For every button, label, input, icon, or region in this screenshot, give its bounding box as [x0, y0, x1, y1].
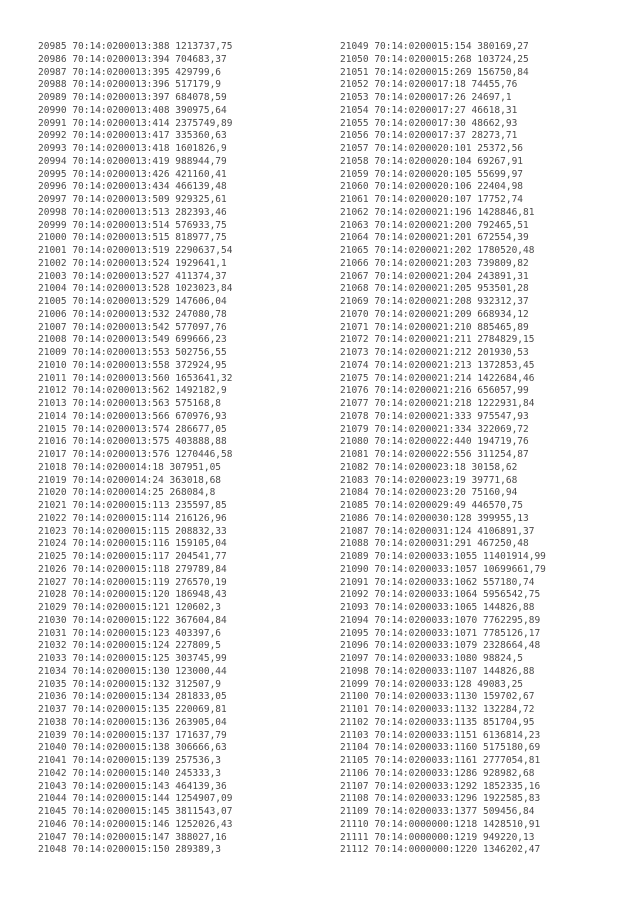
left-column	[38, 41, 232, 857]
list-item: 21047 70:14:0200015:147 388027,16	[38, 831, 227, 843]
list-item: 21022 70:14:0200015:114 216126,96	[38, 512, 227, 524]
list-item: 21090 70:14:0200033:1057 10699661,79	[340, 563, 546, 575]
list-item: 21057 70:14:0200020:101 25372,56	[340, 143, 524, 154]
list-item: 21060 70:14:0200020:106 22404,98	[340, 181, 524, 193]
list-item: 21029 70:14:0200015:121 120602,3	[38, 602, 222, 613]
list-item: 21012 70:14:0200013:562 1492182,9	[38, 385, 227, 397]
list-item: 21001 70:14:0200013:519 2290637,54	[38, 245, 233, 256]
list-item: 21061 70:14:0200020:107 17752,74	[340, 194, 524, 205]
list-item: 21026 70:14:0200015:118 279789,84	[38, 563, 227, 575]
list-item: 21035 70:14:0200015:132 312507,9	[38, 678, 222, 690]
list-item: 21105 70:14:0200033:1161 2777054,81	[340, 755, 541, 766]
list-item: 21074 70:14:0200021:213 1372853,45	[340, 359, 535, 371]
list-item: 21006 70:14:0200013:532 247080,78	[38, 308, 227, 320]
list-item: 21038 70:14:0200015:136 263905,04	[38, 716, 227, 728]
list-item: 21065 70:14:0200021:202 1780520,48	[340, 245, 535, 256]
list-item: 21059 70:14:0200020:105 55699,97	[340, 168, 524, 180]
list-item: 21071 70:14:0200021:210 885465,89	[340, 321, 529, 333]
list-item: 21084 70:14:0200023:20 75160,94	[340, 487, 518, 499]
list-item: 21019 70:14:0200014:24 363018,68	[38, 474, 222, 486]
list-item: 21050 70:14:0200015:268 103724,25	[340, 53, 529, 65]
list-item: 21051 70:14:0200015:269 156750,84	[340, 66, 529, 78]
list-item: 21011 70:14:0200013:560 1653641,32	[38, 372, 233, 384]
list-item: 21003 70:14:0200013:527 411374,37	[38, 270, 227, 282]
list-item: 21081 70:14:0200022:556 311254,87	[340, 449, 529, 460]
list-item: 21062 70:14:0200021:196 1428846,81	[340, 206, 535, 218]
list-item: 21037 70:14:0200015:135 220069,81	[38, 704, 227, 715]
list-item: 21079 70:14:0200021:334 322069,72	[340, 423, 529, 435]
list-item: 21046 70:14:0200015:146 1252026,43	[38, 818, 233, 830]
list-item: 20986 70:14:0200013:394 704683,37	[38, 53, 227, 65]
list-item: 21027 70:14:0200015:119 276570,19	[38, 576, 227, 588]
list-item: 21095 70:14:0200033:1071 7785126,17	[340, 627, 541, 639]
list-item: 21016 70:14:0200013:575 403888,88	[38, 436, 227, 448]
list-item: 21070 70:14:0200021:209 668934,12	[340, 308, 529, 320]
list-item: 21032 70:14:0200015:124 227809,5	[38, 640, 222, 652]
list-item: 21054 70:14:0200017:27 46618,31	[340, 104, 518, 116]
list-item: 21100 70:14:0200033:1130 159702,67	[340, 691, 535, 703]
list-item: 20997 70:14:0200013:509 929325,61	[38, 194, 227, 205]
list-item: 21015 70:14:0200013:574 286677,05	[38, 423, 227, 435]
list-item: 21025 70:14:0200015:117 204541,77	[38, 551, 227, 562]
list-item: 21094 70:14:0200033:1070 7762295,89	[340, 614, 541, 626]
list-item: 21080 70:14:0200022:440 194719,76	[340, 436, 529, 448]
list-item: 21067 70:14:0200021:204 243891,31	[340, 270, 529, 282]
list-item: 20988 70:14:0200013:396 517179,9	[38, 79, 222, 91]
list-item: 20995 70:14:0200013:426 421160,41	[38, 168, 227, 180]
list-item: 21103 70:14:0200033:1151 6136814,23	[340, 729, 541, 741]
list-item: 21021 70:14:0200015:113 235597,85	[38, 500, 227, 511]
list-item: 20989 70:14:0200013:397 684078,59	[38, 92, 227, 103]
list-item: 21024 70:14:0200015:116 159105,04	[38, 538, 227, 550]
list-item: 21063 70:14:0200021:200 792465,51	[340, 219, 529, 231]
list-item: 21004 70:14:0200013:528 1023023,84	[38, 283, 233, 295]
list-item: 21093 70:14:0200033:1065 144826,88	[340, 602, 535, 613]
list-item: 21018 70:14:0200014:18 307951,05	[38, 461, 222, 473]
list-item: 21014 70:14:0200013:566 670976,93	[38, 410, 227, 422]
list-item: 21092 70:14:0200033:1064 5956542,75	[340, 589, 541, 601]
list-item: 21111 70:14:0000000:1219 949220,13	[340, 831, 535, 843]
list-item: 21078 70:14:0200021:333 975547,93	[340, 410, 529, 422]
list-item: 20987 70:14:0200013:395 429799,6	[38, 66, 222, 78]
list-item: 21034 70:14:0200015:130 123000,44	[38, 665, 227, 677]
list-item: 21000 70:14:0200013:515 818977,75	[38, 232, 227, 244]
list-item: 21085 70:14:0200029:49 446570,75	[340, 500, 524, 511]
list-item: 20999 70:14:0200013:514 576933,75	[38, 219, 227, 231]
list-item: 21109 70:14:0200033:1377 509456,84	[340, 806, 535, 817]
list-item: 21073 70:14:0200021:212 201930,53	[340, 347, 529, 358]
list-item: 20994 70:14:0200013:419 988944,79	[38, 155, 227, 167]
list-item: 21010 70:14:0200013:558 372924,95	[38, 359, 227, 371]
list-item: 21052 70:14:0200017:18 74455,76	[340, 79, 518, 91]
list-item: 21053 70:14:0200017:26 24697,1	[340, 92, 512, 103]
list-item: 21102 70:14:0200033:1135 851704,95	[340, 716, 535, 728]
list-item: 21005 70:14:0200013:529 147606,04	[38, 296, 227, 307]
list-item: 21110 70:14:0000000:1218 1428510,91	[340, 818, 541, 830]
list-item: 21028 70:14:0200015:120 186948,43	[38, 589, 227, 601]
list-item: 20998 70:14:0200013:513 282393,46	[38, 206, 227, 218]
list-item: 21009 70:14:0200013:553 502756,55	[38, 347, 227, 358]
list-item: 20985 70:14:0200013:388 1213737,75	[38, 41, 233, 52]
list-item: 21048 70:14:0200015:150 289389,3	[38, 844, 222, 856]
list-item: 21098 70:14:0200033:1107 144826,88	[340, 665, 535, 677]
list-item: 21042 70:14:0200015:140 245333,3	[38, 767, 222, 779]
list-item: 20993 70:14:0200013:418 1601826,9	[38, 143, 227, 154]
list-item: 21056 70:14:0200017:37 28273,71	[340, 130, 518, 142]
list-item: 21072 70:14:0200021:211 2784829,15	[340, 334, 535, 346]
list-item: 21049 70:14:0200015:154 380169,27	[340, 41, 529, 52]
list-item: 21088 70:14:0200031:291 467250,48	[340, 538, 529, 550]
list-item: 21040 70:14:0200015:138 306666,63	[38, 742, 227, 754]
list-item: 21077 70:14:0200021:218 1222931,84	[340, 398, 535, 409]
list-item: 21058 70:14:0200020:104 69267,91	[340, 155, 524, 167]
right-column	[340, 41, 546, 857]
list-item: 21008 70:14:0200013:549 699666,23	[38, 334, 227, 346]
list-item: 21020 70:14:0200014:25 268084,8	[38, 487, 216, 499]
list-item: 21068 70:14:0200021:205 953501,28	[340, 283, 529, 295]
list-item: 21031 70:14:0200015:123 403397,6	[38, 627, 222, 639]
list-item: 21107 70:14:0200033:1292 1852335,16	[340, 780, 541, 792]
list-item: 20992 70:14:0200013:417 335360,63	[38, 130, 227, 142]
list-item: 21044 70:14:0200015:144 1254907,09	[38, 793, 233, 805]
list-item: 21033 70:14:0200015:125 303745,99	[38, 653, 227, 664]
list-item: 21101 70:14:0200033:1132 132284,72	[340, 704, 535, 715]
list-item: 21089 70:14:0200033:1055 11401914,99	[340, 551, 546, 562]
list-item: 21082 70:14:0200023:18 30158,62	[340, 461, 518, 473]
list-item: 21043 70:14:0200015:143 464139,36	[38, 780, 227, 792]
list-item: 20996 70:14:0200013:434 466139,48	[38, 181, 227, 193]
list-item: 21007 70:14:0200013:542 577097,76	[38, 321, 227, 333]
list-item: 21045 70:14:0200015:145 3811543,07	[38, 806, 233, 817]
list-item: 21104 70:14:0200033:1160 5175180,69	[340, 742, 541, 754]
list-item: 21076 70:14:0200021:216 656057,99	[340, 385, 529, 397]
list-item: 21036 70:14:0200015:134 281833,05	[38, 691, 227, 703]
list-item: 21083 70:14:0200023:19 39771,68	[340, 474, 518, 486]
list-item: 21023 70:14:0200015:115 208832,33	[38, 525, 227, 537]
list-item: 21087 70:14:0200031:124 4106891,37	[340, 525, 535, 537]
list-item: 21002 70:14:0200013:524 1929641,1	[38, 257, 227, 269]
list-item: 21030 70:14:0200015:122 367604,84	[38, 614, 227, 626]
list-item: 21091 70:14:0200033:1062 557180,74	[340, 576, 535, 588]
list-item: 21066 70:14:0200021:203 739809,82	[340, 257, 529, 269]
list-item: 21013 70:14:0200013:563 575168,8	[38, 398, 222, 409]
list-item: 21099 70:14:0200033:128 49083,25	[340, 678, 524, 690]
list-item: 21055 70:14:0200017:30 48662,93	[340, 117, 518, 129]
list-item: 21064 70:14:0200021:201 672554,39	[340, 232, 529, 244]
list-item: 21069 70:14:0200021:208 932312,37	[340, 296, 529, 307]
list-item: 21086 70:14:0200030:128 399955,13	[340, 512, 529, 524]
list-item: 21097 70:14:0200033:1080 98824,5	[340, 653, 524, 664]
list-item: 21096 70:14:0200033:1079 2328664,48	[340, 640, 541, 652]
list-item: 21039 70:14:0200015:137 171637,79	[38, 729, 227, 741]
list-item: 20990 70:14:0200013:408 390975,64	[38, 104, 227, 116]
list-item: 21106 70:14:0200033:1286 928982,68	[340, 767, 535, 779]
list-item: 20991 70:14:0200013:414 2375749,89	[38, 117, 233, 129]
list-item: 21112 70:14:0000000:1220 1346202,47	[340, 844, 541, 856]
list-item: 21041 70:14:0200015:139 257536,3	[38, 755, 222, 766]
list-item: 21108 70:14:0200033:1296 1922585,83	[340, 793, 541, 805]
list-item: 21075 70:14:0200021:214 1422684,46	[340, 372, 535, 384]
list-item: 21017 70:14:0200013:576 1270446,58	[38, 449, 233, 460]
